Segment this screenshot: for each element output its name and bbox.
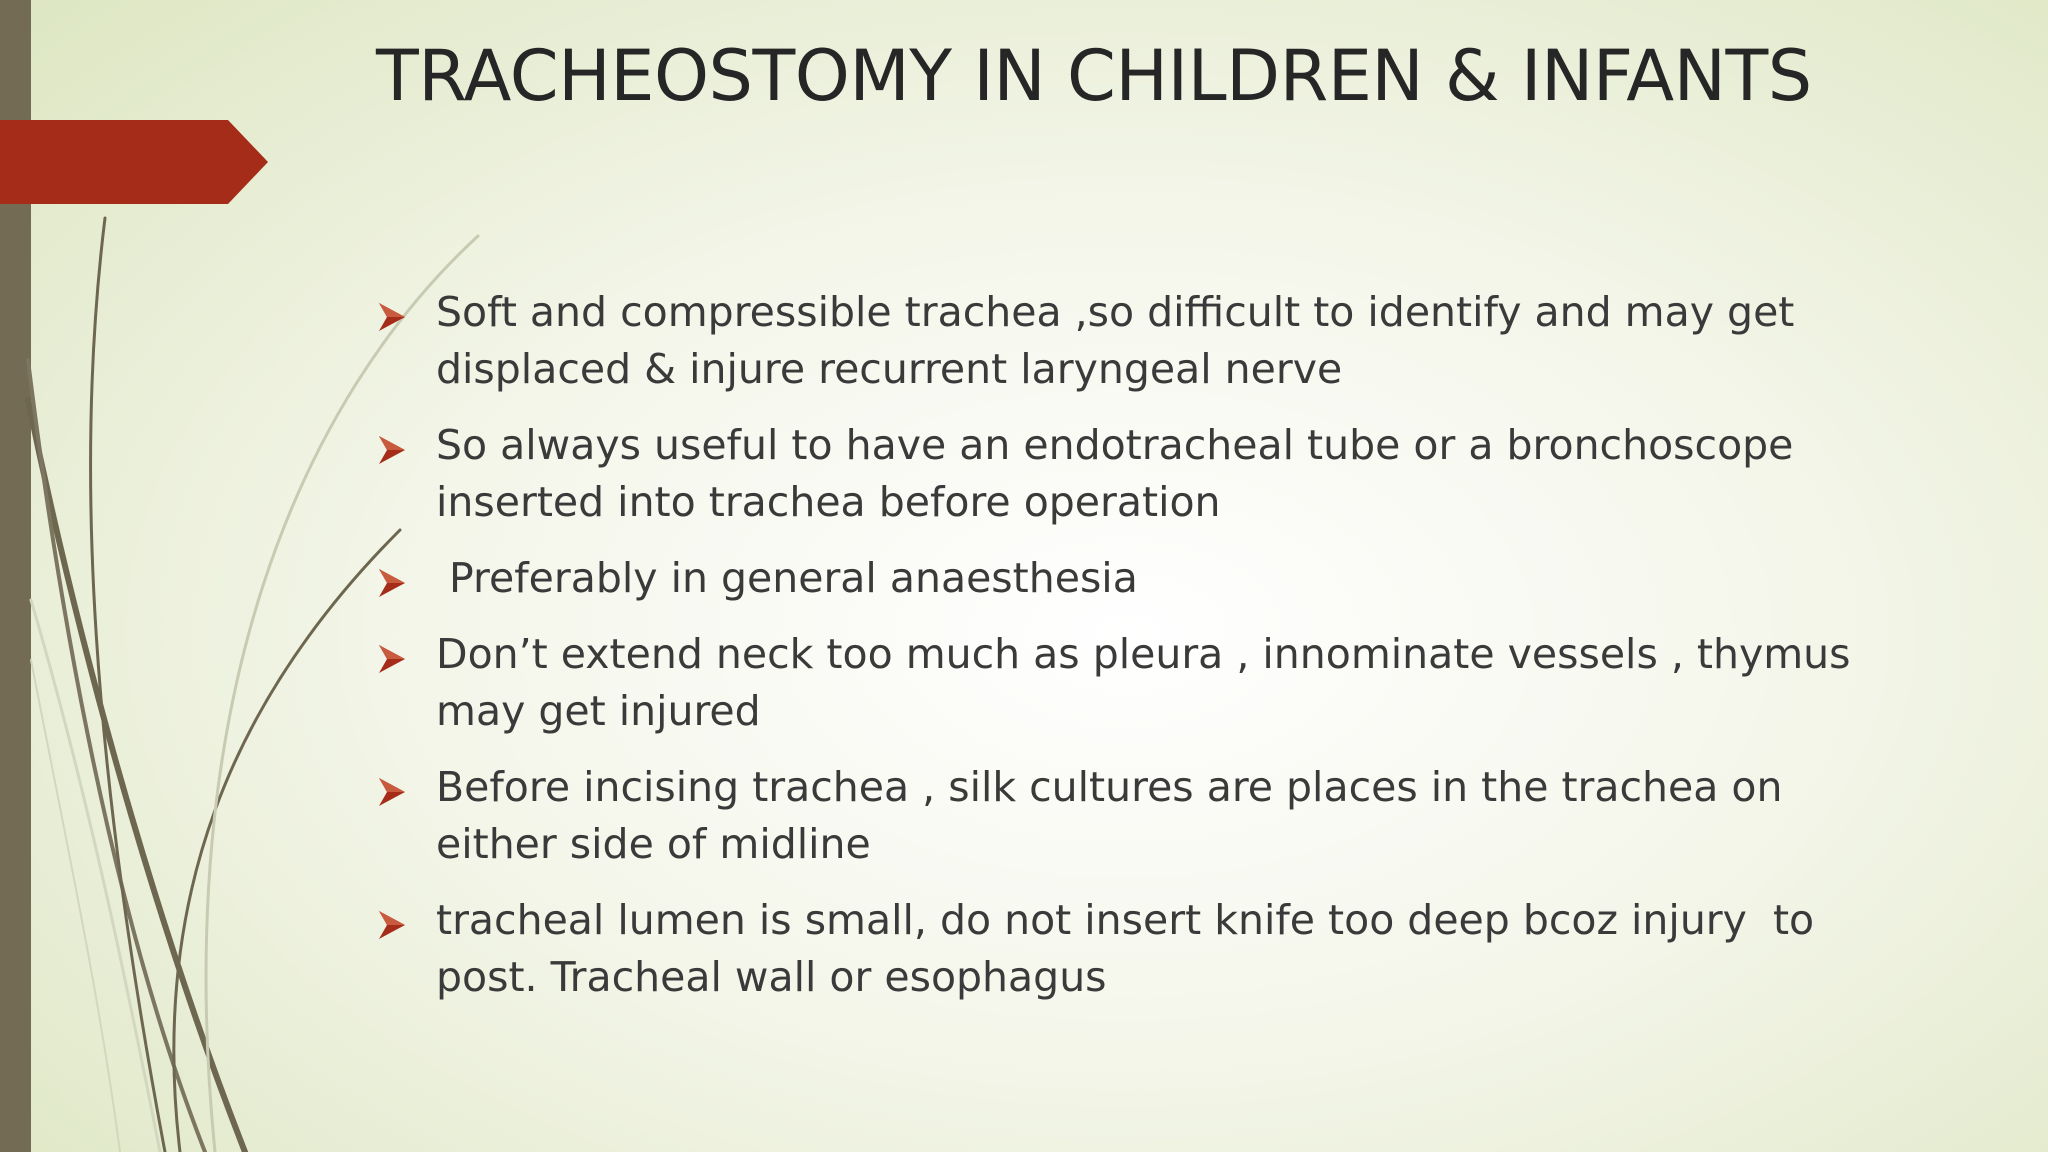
arrow-bullet-icon — [376, 567, 408, 599]
bullet-item — [376, 759, 1856, 873]
arrow-bullet-icon — [376, 776, 408, 808]
bullet-text: So always useful to have an endotracheal tube or a bronchoscope inserted into trachea before operation — [436, 421, 1794, 526]
bullet-text: Before incising trachea , silk cultures are places in the trachea on either side of midline — [436, 763, 1783, 868]
slide-title: TRACHEOSTOMY IN CHILDREN & INFANTS — [376, 35, 1812, 117]
bullet-text: Soft and compressible trachea ,so difficult to identify and may get displaced & injure recurrent laryngeal nerve — [436, 288, 1795, 393]
arrow-bullet-icon — [376, 301, 408, 333]
title-accent-arrow — [0, 120, 268, 204]
bullet-item — [376, 284, 1856, 398]
bullet-text: Preferably in general anaesthesia — [436, 554, 1138, 602]
bullet-item — [376, 550, 1856, 607]
bullet-item — [376, 892, 1856, 1006]
bullet-text: Don’t extend neck too much as pleura , innominate vessels , thymus may get injured — [436, 630, 1851, 735]
bullet-text: tracheal lumen is small, do not insert knife too deep bcoz injury to post. Tracheal wall or esophagus — [436, 896, 1828, 1001]
bullet-list — [376, 284, 1856, 1025]
arrow-bullet-icon — [376, 643, 408, 675]
arrow-bullet-icon — [376, 909, 408, 941]
arrow-bullet-icon — [376, 434, 408, 466]
bullet-item — [376, 626, 1856, 740]
bullet-item — [376, 417, 1856, 531]
